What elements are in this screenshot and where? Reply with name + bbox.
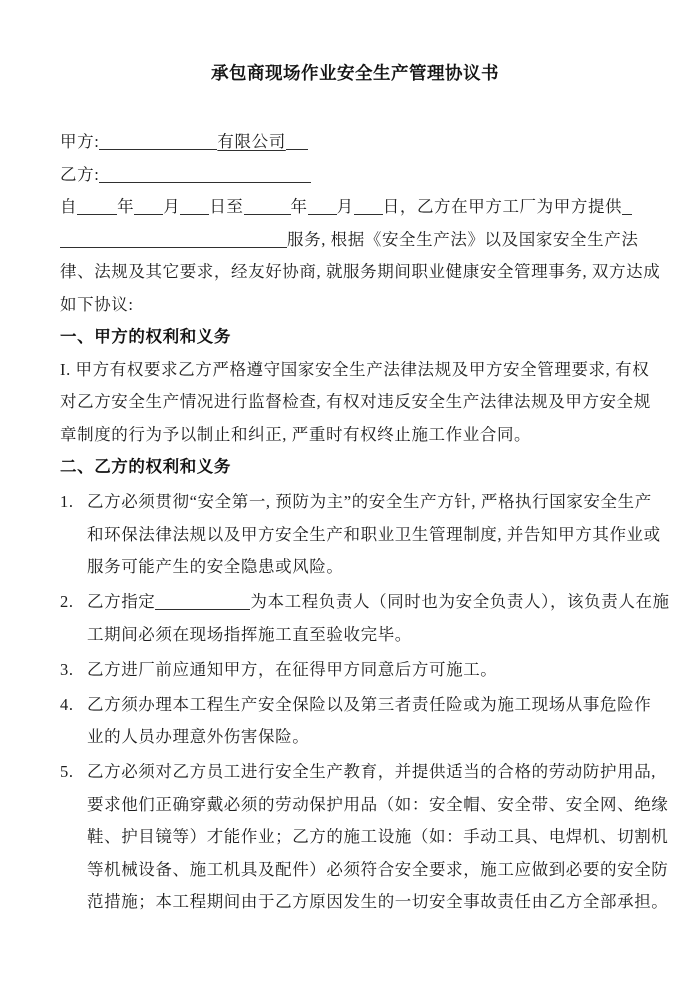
party-b-duty-item-3 — [60, 654, 650, 687]
section-1-clause — [60, 354, 650, 452]
text-run: 一、甲方的权利和义务 — [60, 327, 231, 346]
text-line — [87, 689, 650, 722]
text-line — [60, 159, 650, 192]
text-line — [60, 419, 650, 452]
blank-underline — [244, 214, 291, 215]
blank-underline — [77, 214, 117, 215]
text-run: 乙方必须贯彻“安全第一, 预防为主”的安全生产方针, 严格执行国家安全生产 — [87, 492, 652, 511]
text-run: 年 — [290, 197, 308, 216]
section-2-heading — [60, 451, 650, 484]
blank-underline — [622, 214, 632, 215]
blank-underline — [354, 214, 383, 215]
text-run: 乙方: — [60, 164, 100, 184]
blank-underline — [134, 214, 163, 215]
text-run: 日至 — [209, 197, 244, 216]
text-line — [87, 789, 669, 822]
text-line — [87, 721, 650, 754]
blank-underline — [99, 182, 311, 183]
text-line — [60, 289, 650, 322]
text-line — [87, 756, 657, 789]
term-and-basis-paragraph — [60, 191, 661, 321]
text-line — [87, 821, 669, 854]
text-run: 二、乙方的权利和义务 — [60, 457, 231, 476]
text-run: 日，乙方在甲方工厂为甲方提供 — [382, 197, 623, 216]
blank-underline — [286, 149, 308, 150]
text-line — [87, 654, 650, 687]
list-number: 1. — [60, 492, 74, 511]
party-b-line — [60, 159, 650, 192]
text-line — [60, 191, 650, 224]
text-run: 月 — [163, 197, 181, 216]
text-line — [87, 519, 661, 552]
text-run: 业的人员办理意外伤害保险。 — [87, 727, 310, 746]
blank-underline — [99, 149, 217, 150]
text-line — [87, 886, 669, 919]
fill-in-text: 有限公司 — [217, 132, 286, 151]
text-run: 工期间必须在现场指挥施工直至验收完毕。 — [87, 624, 412, 644]
section-1-heading — [60, 321, 650, 354]
party-b-duty-item-5 — [60, 756, 669, 919]
text-run: 鞋、护目镜等）才能作业；乙方的施工设施（如：手动工具、电焊机、切割机 — [87, 827, 669, 846]
text-run: 如下协议: — [60, 294, 134, 314]
blank-underline — [180, 214, 209, 215]
text-run: 乙方须办理本工程生产安全保险以及第三者责任险或为施工现场从事危险作 — [87, 694, 652, 714]
party-a-line — [60, 126, 650, 159]
list-item-text — [87, 586, 670, 651]
text-run: I. 甲方有权要求乙方严格遵守国家安全生产法律法规及甲方安全管理要求, 有权 — [60, 359, 650, 379]
document-body — [60, 126, 670, 919]
text-line — [60, 354, 650, 387]
text-run: 律、法规及其它要求，经友好协商, 就服务期间职业健康安全管理事务, 双方达成 — [60, 262, 661, 281]
text-run: 乙方指定 — [87, 592, 156, 611]
list-number: 4. — [60, 694, 74, 714]
text-line — [60, 224, 650, 257]
list-item-text — [87, 654, 650, 687]
blank-underline — [308, 214, 337, 215]
text-run: 服务可能产生的安全隐患或风险。 — [87, 557, 344, 576]
list-item-text — [87, 756, 669, 919]
list-number: 2. — [60, 592, 74, 611]
text-run: 和环保法律法规以及甲方安全生产和职业卫生管理制度, 并告知甲方其作业或 — [87, 524, 661, 544]
list-item-text — [87, 486, 661, 584]
text-run: 章制度的行为予以制止和纠正, 严重时有权终止施工作业合同。 — [60, 424, 532, 444]
text-run: 要求他们正确穿戴必须的劳动保护用品（如：安全帽、安全带、安全网、绝缘 — [87, 794, 669, 814]
party-b-duty-item-4 — [60, 689, 650, 754]
text-line — [87, 586, 670, 619]
text-line — [60, 451, 650, 484]
blank-underline — [155, 609, 250, 610]
text-line — [60, 321, 650, 354]
text-line — [87, 486, 650, 519]
text-run: 乙方必须对乙方员工进行安全生产教育，并提供适当的合格的劳动防护用品, — [87, 762, 657, 781]
party-b-duty-item-1 — [60, 486, 661, 584]
blank-underline — [60, 247, 287, 248]
text-line — [60, 386, 650, 419]
text-run: 甲方: — [60, 132, 100, 151]
text-line — [60, 126, 650, 159]
party-b-duty-item-2 — [60, 586, 670, 651]
text-line — [87, 619, 650, 652]
list-item-text — [87, 689, 650, 754]
text-run: 乙方进厂前应通知甲方，在征得甲方同意后方可施工。 — [87, 659, 498, 679]
list-number: 3. — [60, 659, 74, 679]
text-run: 自 — [60, 197, 78, 216]
text-run: 为本工程负责人（同时也为安全负责人），该负责人在施 — [250, 592, 670, 611]
text-run: 等机械设备、施工机具及配件）必须符合安全要求，施工应做到必要的安全防 — [87, 859, 669, 879]
text-run: 月 — [336, 197, 354, 216]
text-run: 范措施；本工程期间由于乙方原因发生的一切安全事故责任由乙方全部承担。 — [87, 892, 669, 911]
text-run: 服务, 根据《安全生产法》以及国家安全生产法 — [287, 229, 639, 249]
text-line — [60, 256, 661, 289]
list-number: 5. — [60, 762, 74, 781]
text-line — [87, 551, 650, 584]
document-title: 承包商现场作业安全生产管理协议书 — [211, 63, 499, 83]
text-run: 对乙方安全生产情况进行监督检查, 有权对违反安全生产法律法规及甲方安全规 — [60, 392, 651, 411]
text-run: 年 — [117, 197, 135, 216]
text-line — [87, 854, 669, 887]
